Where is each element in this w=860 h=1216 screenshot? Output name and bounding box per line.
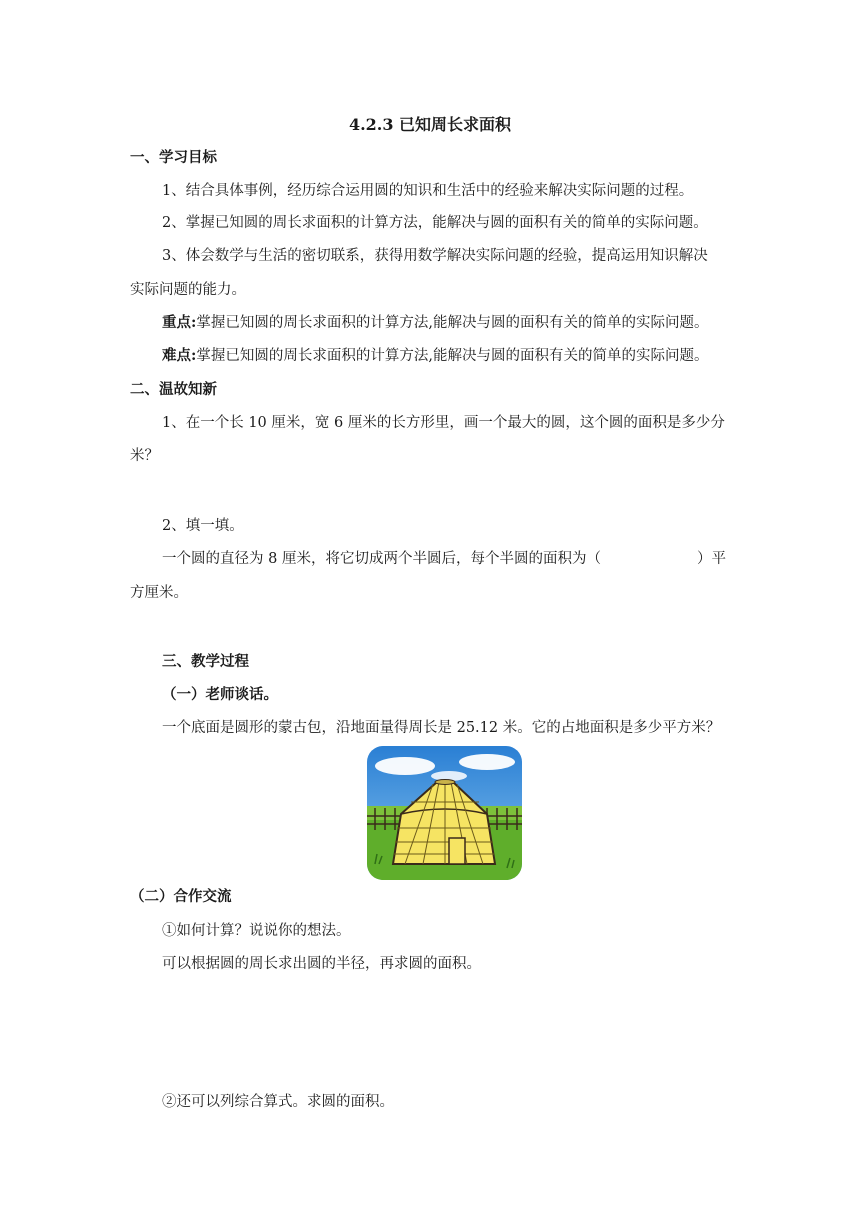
review-q2-text-start: 一个圆的直径为 8 厘米，将它切成两个半圆后，每个半圆的面积为（ <box>162 551 601 567</box>
problem-text: 一个底面是圆形的蒙古包，沿地面量得周长是 25.12 米。它的占地面积是多少平方米？ <box>162 720 721 736</box>
difficult-point <box>162 346 708 366</box>
key-point <box>162 313 708 333</box>
difficult-point-text: 掌握已知圆的周长求面积的计算方法,能解决与圆的面积有关的简单的实际问题。 <box>196 348 709 364</box>
cooperation-answer: 可以根据圆的周长求出圆的半径，再求圆的面积。 <box>162 956 481 972</box>
yurt-illustration <box>367 746 522 880</box>
section-heading-goals: 一、学习目标 <box>130 149 217 166</box>
section-heading-process: 三、教学过程 <box>162 653 249 670</box>
document-title: 4.2.3 已知周长求面积 <box>348 115 512 134</box>
section-heading-review: 二、温故知新 <box>130 381 217 398</box>
goal-1: 1、结合具体事例，经历综合运用圆的知识和生活中的经验来解决实际问题的过程。 <box>162 183 694 199</box>
review-q1-line2: 米？ <box>130 448 159 464</box>
yurt-picture <box>367 746 522 880</box>
review-q2-line2: 方厘米。 <box>130 585 188 601</box>
key-point-text: 掌握已知圆的周长求面积的计算方法,能解决与圆的面积有关的简单的实际问题。 <box>196 315 709 331</box>
cooperation-formula: ②还可以列综合算式。求圆的面积。 <box>162 1094 394 1110</box>
goal-3-line1: 3、体会数学与生活的密切联系，获得用数学解决实际问题的经验，提高运用知识解决 <box>162 248 708 264</box>
difficult-point-label: 难点: <box>162 347 197 364</box>
subheading-cooperation: （二）合作交流 <box>130 888 232 905</box>
cooperation-question: ①如何计算？说说你的想法。 <box>162 923 351 939</box>
key-point-label: 重点: <box>162 314 197 331</box>
review-q2-line1 <box>162 549 726 569</box>
review-q2-text-end: ）平 <box>696 551 726 567</box>
review-q2: 2、填一填。 <box>162 518 244 534</box>
goal-2: 2、掌握已知圆的周长求面积的计算方法，能解决与圆的面积有关的简单的实际问题。 <box>162 215 708 231</box>
subheading-teacher-talk: （一）老师谈话。 <box>162 686 278 703</box>
goal-3-line2: 实际问题的能力。 <box>130 282 246 298</box>
review-q1-line1: 1、在一个长 10 厘米，宽 6 厘米的长方形里，画一个最大的圆，这个圆的面积是多少分 <box>162 415 725 431</box>
